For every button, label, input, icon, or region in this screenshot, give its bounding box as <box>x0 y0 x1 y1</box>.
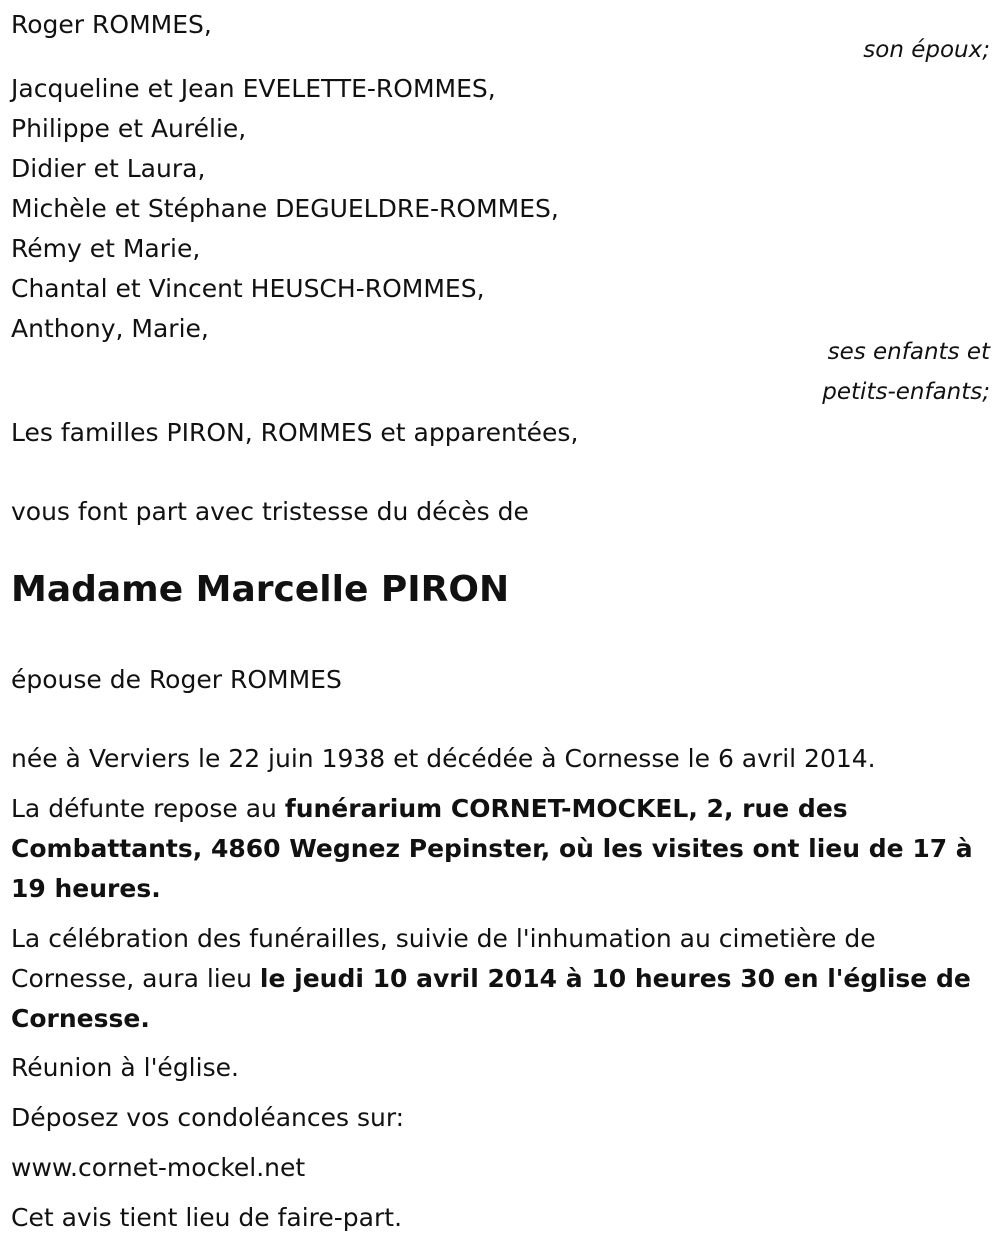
funeral-paragraph <box>11 919 991 1039</box>
child-line: Rémy et Marie, <box>11 234 201 263</box>
child-line: Chantal et Vincent HEUSCH-ROMMES, <box>11 274 485 303</box>
child-line: Anthony, Marie, <box>11 314 209 343</box>
reunion-line: Réunion à l'église. <box>11 1053 239 1082</box>
spouse-name: Roger ROMMES, <box>11 10 212 39</box>
child-line: Didier et Laura, <box>11 154 206 183</box>
announcement-line: vous font part avec tristesse du décès de <box>11 497 529 526</box>
repose-paragraph <box>11 789 991 909</box>
deceased-name: Madame Marcelle PIRON <box>11 569 510 610</box>
repose-intro: La défunte repose au <box>11 794 285 823</box>
spouse-role: son époux; <box>863 37 990 63</box>
child-line: Michèle et Stéphane DEGUELDRE-ROMMES, <box>11 194 559 223</box>
child-line: Jacqueline et Jean EVELETTE-ROMMES, <box>11 74 496 103</box>
child-line: Philippe et Aurélie, <box>11 114 247 143</box>
families-line: Les familles PIRON, ROMMES et apparentées, <box>11 418 579 447</box>
repose-details: funérarium CORNET-MOCKEL, 2, rue des Combattants, 4860 Wegnez Pepinster, où les visites ont lieu de 17 à 19 heures. <box>11 794 973 903</box>
children-role-line1: ses enfants et <box>827 339 990 365</box>
condolences-line: Déposez vos condoléances sur: <box>11 1103 405 1132</box>
children-role-line2: petits-enfants; <box>822 379 990 405</box>
spouse-of-line: épouse de Roger ROMMES <box>11 665 342 694</box>
closing-line: Cet avis tient lieu de faire-part. <box>11 1203 403 1232</box>
funeral-intro: La célébration des funérailles, suivie de l'inhumation au cimetière de Cornesse, aura lieu <box>11 924 876 993</box>
website-link[interactable]: www.cornet-mockel.net <box>11 1153 306 1182</box>
birth-death-line: née à Verviers le 22 juin 1938 et décédée à Cornesse le 6 avril 2014. <box>11 744 876 773</box>
funeral-details: le jeudi 10 avril 2014 à 10 heures 30 en l'église de Cornesse. <box>11 964 971 1033</box>
